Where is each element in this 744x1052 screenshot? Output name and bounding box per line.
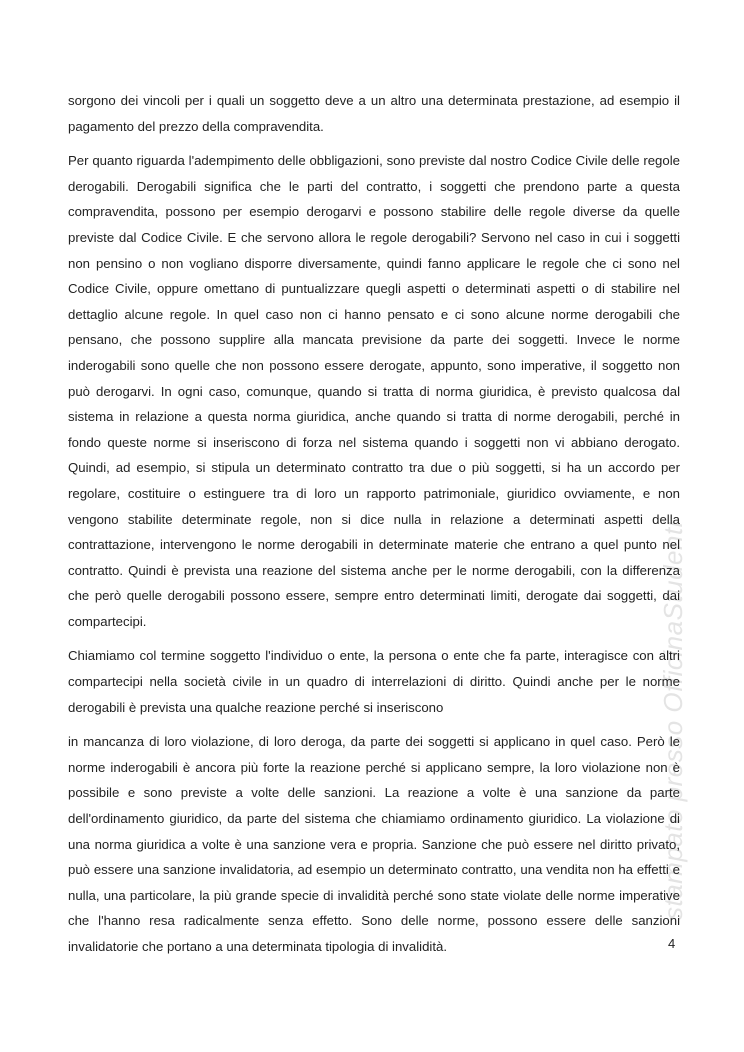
page-number: 4 [668, 936, 676, 951]
paragraph: in mancanza di loro violazione, di loro deroga, da parte dei soggetti si applicano in quel caso. Però le norme inderogabili è ancora più forte la reazione perché si applicano sempre, la loro violazione non è possibile e sono previste a volte delle sanzioni. La reazione a volte è una sanzione da parte dell'ordinamento giuridico, da parte del sistema che chiamiamo ordinamento giuridico. La violazione di una norma giuridica a volte è una sanzione vera e propria. Sanzione che può essere nel diritto privato, può essere una sanzione invalidatoria, ad esempio un determinato contratto, una vendita non ha effetti e nulla, una particolare, la più grande specie di invalidità perché sono state violate delle norme imperative che l'hanno resa radicalmente senza effetto. Sono delle norme, possono essere delle sanzioni invalidatorie che portano a una determinata tipologia di invalidità. [68, 734, 680, 954]
paragraph: sorgono dei vincoli per i quali un soggetto deve a un altro una determinata prestazione, ad esempio il pagamento del prezzo della compravendita. [68, 93, 680, 134]
paragraph: Chiamiamo col termine soggetto l'individuo o ente, la persona o ente che fa parte, interagisce con altri compartecipi nella società civile in un quadro di interrelazioni di diritto. Quindi anche per le norme derogabili è prevista una qualche reazione perché si inseriscono [68, 648, 680, 715]
paragraph: Per quanto riguarda l'adempimento delle obbligazioni, sono previste dal nostro Codice Civile delle regole derogabili. Derogabili significa che le parti del contratto, i soggetti che prendono parte a questa compravendita, possono per esempio derogarvi e possono stabilire delle regole diverse da quelle previste dal Codice Civile. E che servono allora le regole derogabili? Servono nel caso in cui i soggetti non pensino o non vogliano disporre diversamente, quindi fanno applicare le regole che ci sono nel Codice Civile, oppure omettano di puntualizzare quegli aspetti o determinati aspetti o di stabilire nel dettaglio alcune regole. In quel caso non ci hanno pensato e ci sono alcune norme derogabili che pensano, che possono supplire alla mancata previsione da parte dei soggetti. Invece le norme inderogabili sono quelle che non possono essere derogate, appunto, sono imperative, il soggetto non può derogarvi. In ogni caso, comunque, quando si tratta di norma giuridica, è previsto qualcosa dal sistema in relazione a questa norma giuridica, anche quando si tratta di norme derogabili, perché in fondo queste norme si inseriscono di forza nel sistema quando i soggetti non vi abbiano derogato. Quindi, ad esempio, si stipula un determinato contratto tra due o più soggetti, si ha un accordo per regolare, costituire o estinguere tra di loro un rapporto patrimoniale, giuridico ovviamente, e non vengono stabilite determinate regole, non si dice nulla in relazione a determinati aspetti della contrattazione, intervengono le norme derogabili in determinate materie che entrano a quel punto nel contratto. Quindi è prevista una reazione del sistema anche per le norme derogabili, con la differenza che però quelle derogabili possono essere, sempre entro determinati limiti, derogate dai soggetti, dai compartecipi. [68, 153, 680, 629]
document-body [68, 88, 680, 969]
watermark: stampato presso OfficinaStudenti [658, 521, 688, 920]
